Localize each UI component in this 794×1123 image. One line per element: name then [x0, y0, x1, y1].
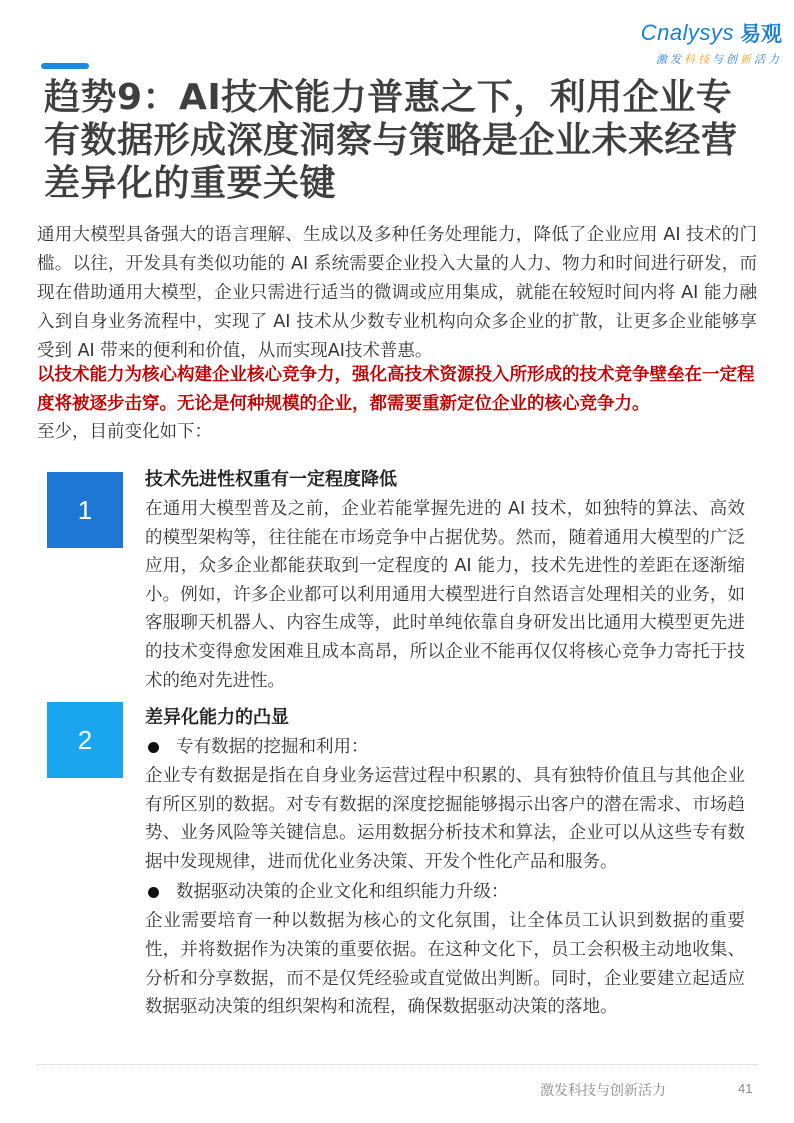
- logo-tagline-part: 科技: [684, 53, 712, 66]
- section-title: 技术先进性权重有一定程度降低: [145, 469, 397, 490]
- page-number: 41: [738, 1081, 753, 1096]
- intro-paragraph: 通用大模型具备强大的语言理解、生成以及多种任务处理能力，降低了企业应用 AI 技术的门槛。以往，开发具有类似功能的 AI 系统需要企业投入大量的人力、物力和时间进行研发，而现在借助通用大模型，企业只需进行适当的微调或应用集成，就能在较短时间内将 AI 能力融入到自身业务流程中，实现了 AI 技术从少数专业机构向众多企业的扩散，让更多企业能够享受到 AI 带来的便利和价值，从而实现AI技术普惠。: [37, 225, 757, 361]
- footer-tagline: 激发科技与创新活力: [540, 1083, 666, 1099]
- bullet-label: 专有数据的挖掘和利用：: [176, 737, 369, 757]
- section-body: 在通用大模型普及之前，企业若能掌握先进的 AI 技术，如独特的算法、高效的模型架构等，往往能在市场竞争中占据优势。然而，随着通用大模型的广泛应用，众多企业都能获取到一定程度的 AI 能力，技术先进性的差距在逐渐缩小。例如，许多企业都可以利用通用大模型进行自然语言处理相关的业务，如客服聊天机器人、内容生成等，此时单纯依靠自身研发出比通用大模型更先进的技术变得愈发困难且成本高昂，所以企业不能再仅仅将核心竞争力寄托于技术的绝对先进性。: [145, 499, 745, 691]
- logo-tagline-part: 活力: [754, 53, 782, 66]
- logo-brand-en: Cnalysys: [640, 20, 734, 45]
- bullet-dot-icon: [148, 887, 159, 898]
- bullet-item: [145, 733, 745, 762]
- logo-tagline-part: 新: [740, 53, 754, 66]
- section-number-badge: [47, 472, 123, 548]
- footer-divider: [37, 1064, 757, 1065]
- highlight-paragraph: 以技术能力为核心构建企业核心竞争力，强化高技术资源投入所形成的技术竞争壁垒在一定程度将被逐步击穿。无论是何种规模的企业，都需要重新定位企业的核心竞争力。: [37, 365, 755, 414]
- section-number: 2: [77, 724, 93, 755]
- logo-tagline-part: 与创: [712, 53, 740, 66]
- bullet-body: 企业专有数据是指在自身业务运营过程中积累的、具有独特价值且与其他企业有所区别的数据。对专有数据的深度挖掘能够揭示出客户的潜在需求、市场趋势、业务风险等关键信息。运用数据分析技术和算法，企业可以从这些专有数据中发现规律，进而优化业务决策、开发个性化产品和服务。: [145, 766, 745, 872]
- analysys-logo: [622, 18, 782, 67]
- bullet-label: 数据驱动决策的企业文化和组织能力升级：: [176, 882, 509, 903]
- title-accent-bar: [41, 63, 89, 69]
- page-title: 趋势9：AI技术能力普惠之下，利用企业专有数据形成深度洞察与策略是企业未来经营差异化的重要关键: [44, 77, 738, 204]
- section-number-badge: [47, 702, 123, 778]
- section-tech-advancement: [145, 465, 745, 695]
- bullet-dot-icon: [148, 742, 159, 753]
- bullet-body: 企业需要培育一种以数据为核心的文化氛围，让全体员工认识到数据的重要性，并将数据作为决策的重要依据。在这种文化下，员工会积极主动地收集、分析和分享数据，而不是仅凭经验或直觉做出判断。同时，企业要建立起适应数据驱动决策的组织架构和流程，确保数据驱动决策的落地。: [145, 911, 745, 1018]
- logo-brand-cn: 易观: [740, 22, 782, 46]
- changes-lead-in: 至少，目前变化如下：: [37, 422, 212, 442]
- section-number: 1: [77, 494, 93, 525]
- section-differentiation: [145, 703, 745, 1022]
- bullet-item: [145, 878, 745, 907]
- logo-tagline: [622, 51, 782, 67]
- section-title: 差异化能力的凸显: [145, 707, 289, 728]
- logo-tagline-part: 激发: [656, 53, 684, 66]
